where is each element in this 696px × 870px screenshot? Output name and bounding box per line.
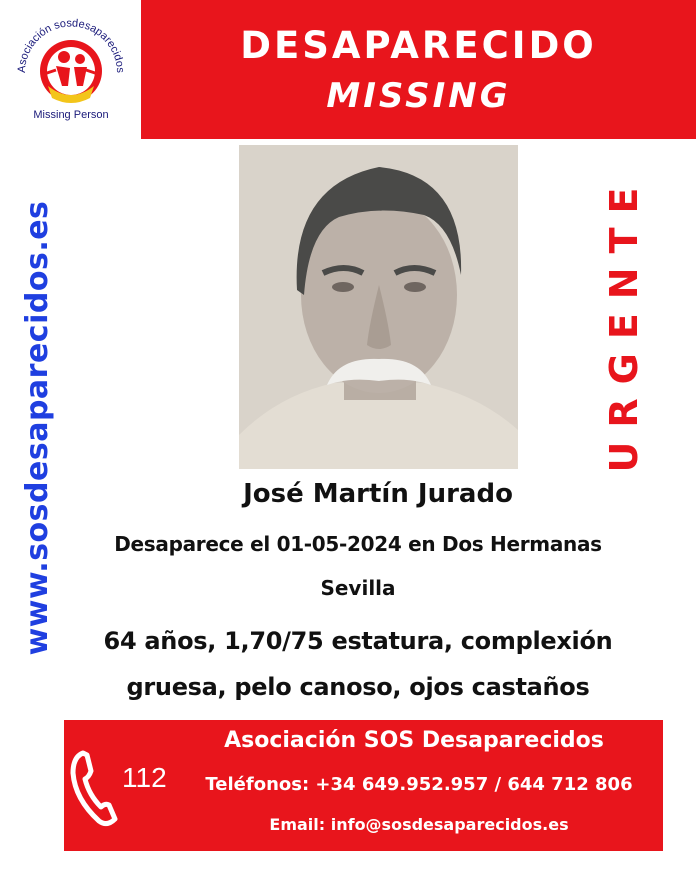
phone-icon[interactable] [69,747,125,827]
association-logo [4,4,138,134]
footer-phones[interactable]: Teléfonos: +34 649.952.957 / 644 712 806 [205,774,633,795]
footer-organization: Asociación SOS Desaparecidos [224,728,604,753]
missing-date-place: Desaparece el 01-05-2024 en Dos Hermanas [114,532,602,556]
emergency-number[interactable]: 112 [122,762,167,793]
person-name: José Martín Jurado [243,479,513,509]
logo-caption: Missing Person [33,109,109,121]
header-subtitle: MISSING [326,76,511,116]
person-photo-icon [239,145,518,469]
website-link[interactable]: www.sosdesaparecidos.es [20,200,55,656]
header-title: DESAPARECIDO [240,24,597,67]
missing-province: Sevilla [320,576,396,600]
footer-email[interactable]: Email: info@sosdesaparecidos.es [269,815,569,834]
description-line-2: gruesa, pelo canoso, ojos castaños [126,673,590,701]
logo-ring-text: Asociación sosdesaparecidos [15,17,127,74]
logo-emblem-icon [4,4,138,109]
urgent-label: URGENTE [602,173,646,473]
header-banner [141,0,696,139]
contact-footer [64,720,663,851]
person-photo [239,145,518,469]
description-line-1: 64 años, 1,70/75 estatura, complexión [103,627,613,655]
